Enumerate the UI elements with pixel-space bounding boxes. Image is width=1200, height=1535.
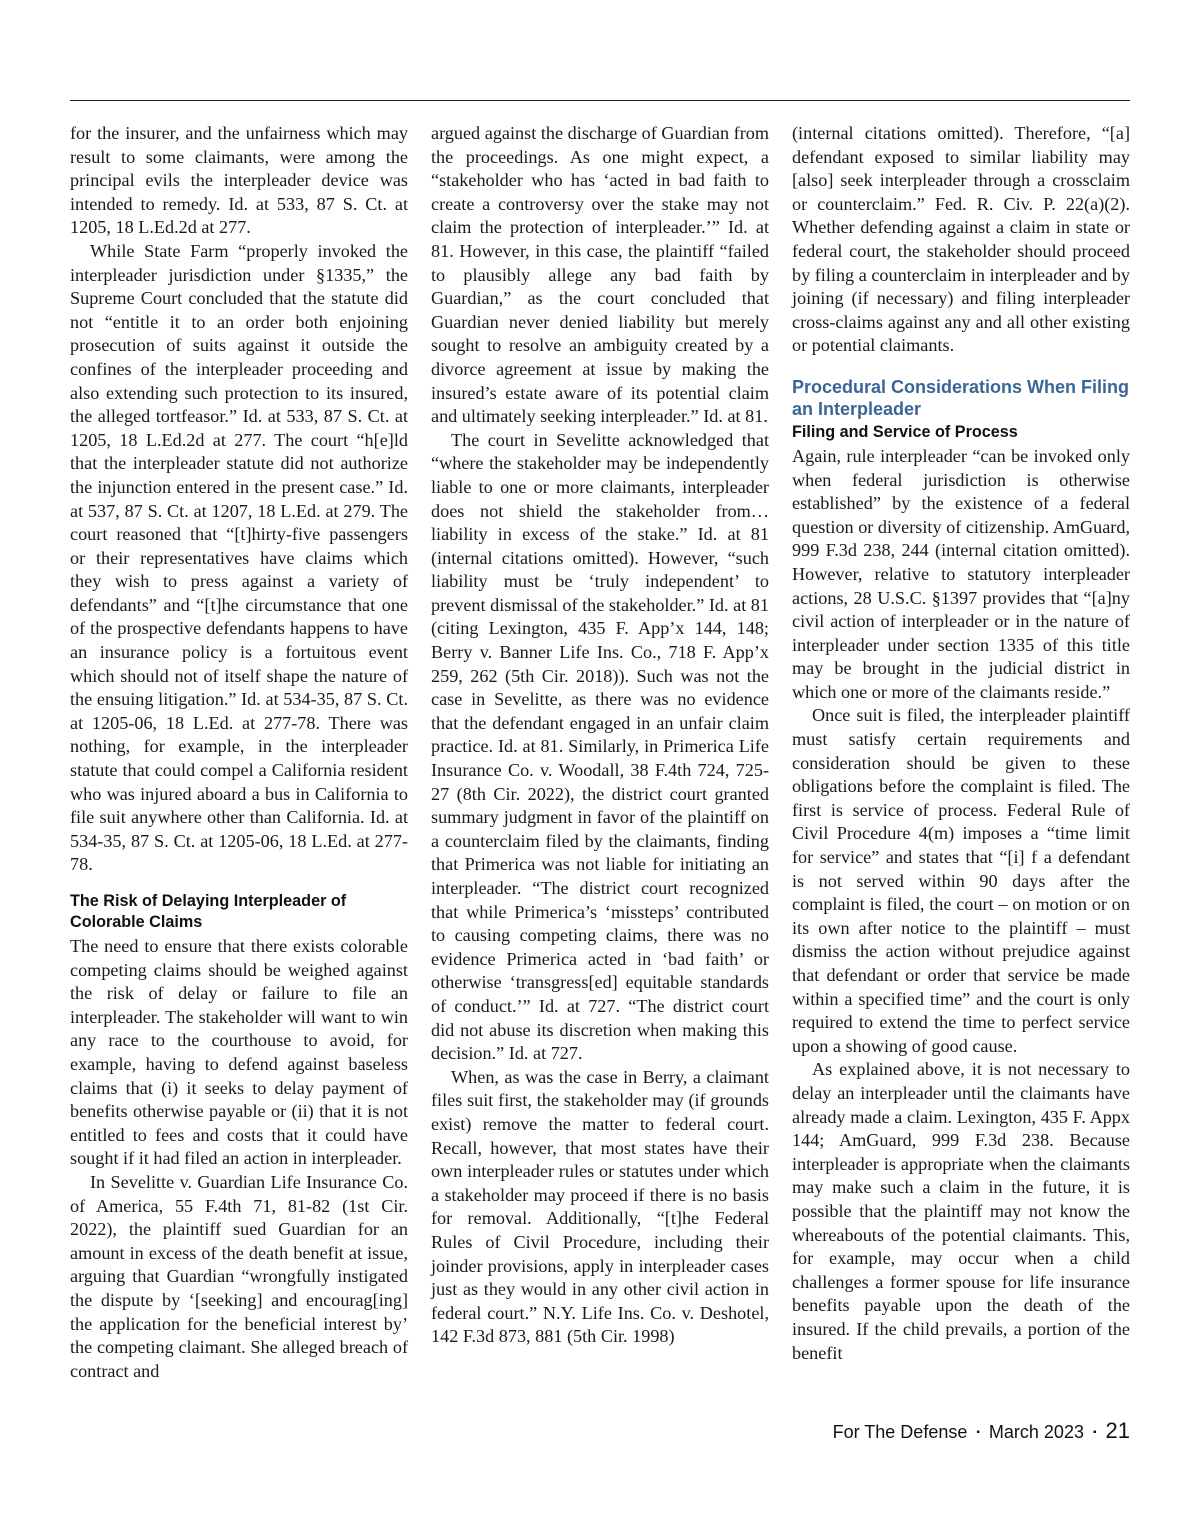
paragraph: Once suit is filed, the interpleader plaintiff must satisfy certain requirements and consideration should be given to these obligations before the complaint is filed. The first is service of process. Federal Rule of Civil Procedure 4(m) imposes a “time limit for service” and states that “[i] f a defendant is not served within 90 days after the complaint is filed, the court – on motion or on its own after notice to the plaintiff – must dismiss the action without prejudice against that defendant or order that service be made within a specified time” and the court is only required to extend the time to perfect service upon a showing of good cause.	[792, 705, 1130, 1056]
section-heading-main: Procedural Considerations When Filing an Interpleader	[792, 376, 1130, 419]
paragraph: The need to ensure that there exists colorable competing claims should be weighed against the risk of delay or failure to file an interpleader. The stakeholder will want to win any race to the courthouse to avoid, for example, having to defend against baseless claims that (i) it seeks to delay payment of benefits otherwise payable or (ii) that it is not entitled to fees and costs that it could have sought if it had filed an action in interpleader.	[70, 936, 408, 1169]
section-heading: The Risk of Delaying Interpleader of Colorable Claims	[70, 892, 347, 931]
column-1	[70, 122, 408, 1383]
separator-icon: ▪	[976, 1427, 980, 1438]
publication-name: For The Defense	[832, 1422, 968, 1442]
page-number: 21	[1105, 1418, 1130, 1443]
paragraph: (internal citations omitted). Therefore, “[a] defendant exposed to similar liability may [also] seek interpleader through a crossclaim or counterclaim.” Fed. R. Civ. P. 22(a)(2). Whether defending against a claim in state or federal court, the stakeholder should proceed by filing a counterclaim in interpleader and by joining (if necessary) and filing interpleader cross-claims against any and all other existing or potential claimants.	[792, 123, 1130, 356]
paragraph: for the insurer, and the unfairness which may result to some claimants, were among the principal evils the interpleader device was intended to remedy. Id. at 533, 87 S. Ct. at 1205, 18 L.Ed.2d at 277.	[70, 123, 408, 238]
paragraph: The court in Sevelitte acknowledged that “where the stakeholder may be independently liable to one or more claimants, interpleader does not shield the stakeholder from…liability in excess of the stake.” Id. at 81 (internal citations omitted). However, “such liability must be ‘truly independent’ to prevent dismissal of the stakeholder.” Id. at 81 (citing Lexington, 435 F. App’x 144, 148; Berry v. Banner Life Ins. Co., 718 F. App’x 259, 262 (5th Cir. 2018)). Such was not the case in Sevelitte, as there was no evidence that the defendant engaged in an unfair claim practice. Id. at 81. Similarly, in Primerica Life Insurance Co. v. Woodall, 38 F.4th 724, 725-27 (8th Cir. 2022), the district court granted summary judgment in favor of the plaintiff on a counterclaim filed by the claimants, finding that Primerica was not liable for initiating an interpleader. “The district court recognized that while Primerica’s ‘missteps’ contributed to causing competing claims, there was no evidence Primerica acted in ‘bad faith’ or otherwise ‘transgress[ed] equitable standards of conduct.’” Id. at 727. “The district court did not abuse its discretion when making this decision.” Id. at 727.	[431, 429, 769, 1064]
paragraph: When, as was the case in Berry, a claimant files suit first, the stakeholder may (if grounds exist) remove the matter to federal court. Recall, however, that most states have their own interpleader rules or statutes under which a stakeholder may proceed if there is no basis for removal. Additionally, “[t]he Federal Rules of Civil Procedure, including their joinder provisions, apply in interpleader cases just as they would in any other civil action in federal court.” N.Y. Life Ins. Co. v. Deshotel, 142 F.3d 873, 881 (5th Cir. 1998)	[431, 1066, 769, 1347]
issue-date: March 2023	[988, 1422, 1084, 1442]
paragraph: While State Farm “properly invoked the interpleader jurisdiction under §1335,” the Supreme Court concluded that the statute did not “entitle it to an order both enjoining prosecution of suits against it outside the confines of the interpleader proceeding and also extending such protection to its insured, the alleged tortfeasor.” Id. at 533, 87 S. Ct. at 1205, 18 L.Ed.2d at 277. The court “h[e]ld that the interpleader statute did not authorize the injunction entered in the present case.” Id. at 537, 87 S. Ct. at 1207, 18 L.Ed. at 279. The court reasoned that “[t]hirty-five passengers or their representatives have claims which they wish to press against a variety of defendants” and “[t]he circumstance that one of the prospective defendants happens to have an insurance policy is a fortuitous event which should not of itself shape the nature of the ensuing litigation.” Id. at 534-35, 87 S. Ct. at 1205-06, 18 L.Ed. at 277-78. There was nothing, for example, in the interpleader statute that could compel a California resident who was injured aboard a bus in California to file suit anywhere other than California. Id. at 534-35, 87 S. Ct. at 1205-06, 18 L.Ed. at 277-78.	[70, 240, 408, 875]
header-rule	[70, 100, 1130, 101]
section-subheading: Filing and Service of Process	[792, 422, 1018, 441]
column-2	[431, 122, 769, 1349]
paragraph: In Sevelitte v. Guardian Life Insurance Co. of America, 55 F.4th 71, 81-82 (1st Cir. 2022), the plaintiff sued Guardian for an amount in excess of the death benefit at issue, arguing that Guardian “wrongfully instigated the dispute by ‘[seeking] and encourag[ing] the application for the beneficial interest by’ the competing claimant. She alleged breach of contract and	[70, 1171, 408, 1381]
paragraph: As explained above, it is not necessary to delay an interpleader until the claimants have already made a claim. Lexington, 435 F. Appx 144; AmGuard, 999 F.3d 238. Because interpleader is appropriate when the claimants may make such a claim in the future, it is possible that the plaintiff may not know the whereabouts of the potential claimants. This, for example, may occur when a child challenges a former spouse for life insurance benefits payable upon the death of the insured. If the child prevails, a portion of the benefit	[792, 1059, 1130, 1363]
page-footer	[833, 1418, 1130, 1444]
separator-icon: ▪	[1092, 1427, 1097, 1438]
column-3	[792, 122, 1130, 1365]
paragraph: argued against the discharge of Guardian from the proceedings. As one might expect, a “stakeholder who has ‘acted in bad faith to create a controversy over the stake may not claim the protection of interpleader.’” Id. at 81. However, in this case, the plaintiff “failed to plausibly allege any bad faith by Guardian,” as the court concluded that Guardian never denied liability but merely sought to resolve an ambiguity created by a divorce agreement at issue by making the insured’s estate aware of its potential claim and ultimately seeking interpleader.” Id. at 81.	[431, 123, 769, 427]
paragraph: Again, rule interpleader “can be invoked only when federal jurisdiction is otherwise established” by the existence of a federal question or diversity of citizenship. AmGuard, 999 F.3d 238, 244 (internal citation omitted). However, relative to statutory interpleader actions, 28 U.S.C. §1397 provides that “[a]ny civil action of interpleader or in the nature of interpleader under section 1335 of this title may be brought in the judicial district in which one or more of the claimants reside.”	[792, 445, 1130, 702]
